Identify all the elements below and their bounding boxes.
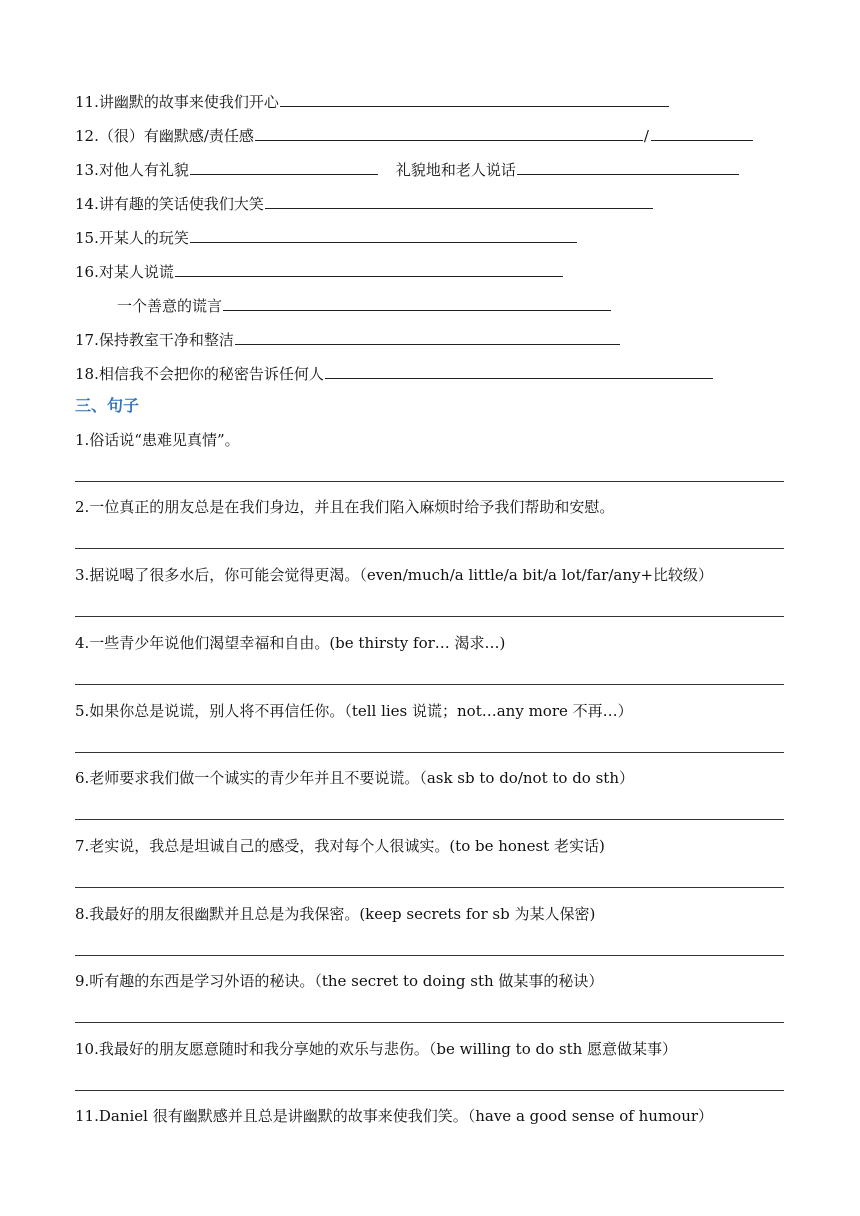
phrase-item-15	[75, 224, 577, 250]
phrase-text: 16.对某人说谎	[75, 263, 174, 281]
phrase-item-16b	[117, 292, 611, 318]
sentence-item: 6.老师要求我们做一个诚实的青少年并且不要说谎。（ask sb to do/not to do sth）	[75, 769, 634, 787]
answer-line[interactable]	[75, 616, 784, 617]
answer-blank-2[interactable]	[651, 122, 753, 141]
phrase-text-2: 礼貌地和老人说话	[395, 161, 516, 179]
answer-blank[interactable]	[280, 88, 669, 107]
phrase-item-11	[75, 88, 669, 114]
answer-line[interactable]	[75, 887, 784, 888]
sentence-item: 1.俗话说“患难见真情”。	[75, 431, 240, 449]
section-heading: 三、句子	[75, 396, 140, 415]
answer-line[interactable]	[75, 752, 784, 753]
slash-separator: /	[643, 127, 649, 145]
phrase-text: 15.开某人的玩笑	[75, 229, 189, 247]
answer-line[interactable]	[75, 819, 784, 820]
phrase-text: 11.讲幽默的故事来使我们开心	[75, 93, 279, 111]
sentence-item: 7.老实说，我总是坦诚自己的感受，我对每个人很诚实。(to be honest 老实话)	[75, 837, 605, 855]
sentence-item: 9.听有趣的东西是学习外语的秘诀。（the secret to doing sth 做某事的秘诀）	[75, 972, 604, 990]
answer-blank[interactable]	[190, 156, 378, 175]
sentence-item: 2.一位真正的朋友总是在我们身边，并且在我们陷入麻烦时给予我们帮助和安慰。	[75, 498, 615, 516]
phrase-text: 一个善意的谎言	[117, 297, 223, 315]
sentence-item: 10.我最好的朋友愿意随时和我分享她的欢乐与悲伤。（be willing to do sth 愿意做某事）	[75, 1040, 678, 1058]
answer-line[interactable]	[75, 684, 784, 685]
sentence-item: 3.据说喝了很多水后，你可能会觉得更渴。（even/much/a little/a bit/a lot/far/any+比较级）	[75, 566, 714, 584]
sentence-item: 5.如果你总是说谎，别人将不再信任你。（tell lies 说谎；not…any more 不再…）	[75, 702, 633, 720]
phrase-text: 12.（很）有幽默感/责任感	[75, 127, 254, 145]
phrase-text: 18.相信我不会把你的秘密告诉任何人	[75, 365, 324, 383]
phrase-item-18	[75, 360, 713, 386]
phrase-item-12	[75, 122, 753, 148]
answer-blank[interactable]	[255, 122, 643, 141]
sentence-item: 4.一些青少年说他们渴望幸福和自由。(be thirsty for… 渴求…)	[75, 634, 506, 652]
phrase-item-17	[75, 326, 620, 352]
answer-blank[interactable]	[325, 360, 713, 379]
answer-blank[interactable]	[190, 224, 577, 243]
answer-line[interactable]	[75, 955, 784, 956]
answer-blank[interactable]	[223, 292, 611, 311]
sentence-item: 8.我最好的朋友很幽默并且总是为我保密。(keep secrets for sb 为某人保密)	[75, 905, 596, 923]
answer-line[interactable]	[75, 1022, 784, 1023]
phrase-item-13	[75, 156, 739, 182]
phrase-text: 14.讲有趣的笑话使我们大笑	[75, 195, 264, 213]
answer-line[interactable]	[75, 1090, 784, 1091]
answer-line[interactable]	[75, 481, 784, 482]
sentence-item: 11.Daniel 很有幽默感并且总是讲幽默的故事来使我们笑。（have a good sense of humour）	[75, 1107, 714, 1125]
answer-blank[interactable]	[235, 326, 620, 345]
phrase-item-14	[75, 190, 653, 216]
answer-line[interactable]	[75, 548, 784, 549]
answer-blank-2[interactable]	[517, 156, 739, 175]
phrase-item-16	[75, 258, 563, 284]
answer-blank[interactable]	[265, 190, 653, 209]
answer-blank[interactable]	[175, 258, 563, 277]
phrase-text: 17.保持教室干净和整洁	[75, 331, 234, 349]
phrase-text: 13.对他人有礼貌	[75, 161, 189, 179]
